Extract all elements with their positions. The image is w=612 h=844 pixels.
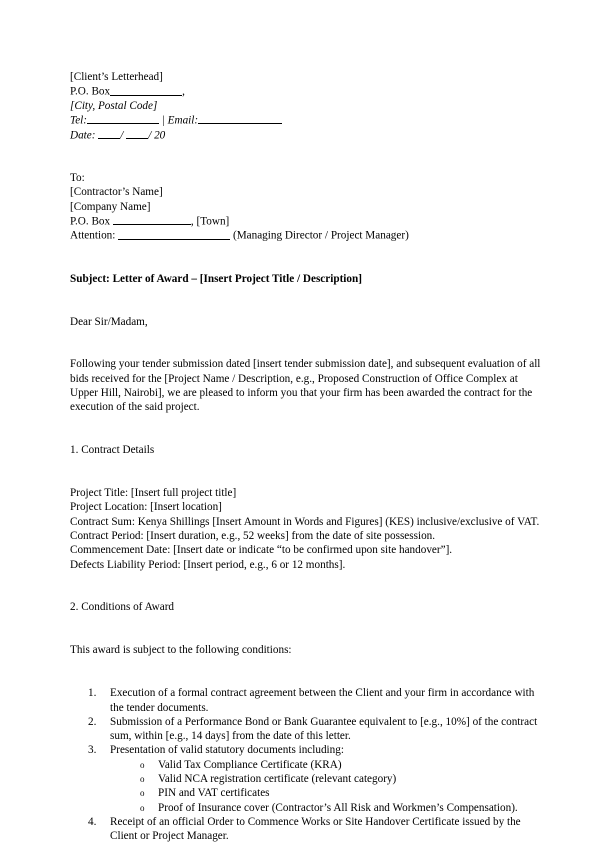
letterhead-block [70, 70, 545, 142]
contract-details-list [70, 486, 545, 572]
email-label: Email: [167, 114, 199, 127]
conditions-lead-in: This award is subject to the following conditions: [70, 644, 292, 657]
po-box-label: P.O. Box [70, 85, 111, 98]
spacer [70, 672, 545, 686]
date-month-fill [126, 128, 148, 139]
list-item [110, 786, 545, 800]
sub-item-text: Proof of Insurance cover (Contractor’s All Risk and Workmen’s Compensation). [158, 801, 518, 814]
to-label: To: [70, 171, 85, 184]
sub-item-text: Valid Tax Compliance Certificate (KRA) [158, 758, 342, 771]
section-1-heading: 1. Contract Details [70, 444, 155, 457]
spacer [70, 658, 545, 672]
city-postal-line: [City, Postal Code] [70, 99, 158, 112]
section-2-heading: 2. Conditions of Award [70, 601, 175, 614]
recipient-po-box-line [70, 214, 545, 229]
date-separator-1: / [120, 129, 124, 142]
subject-line: Subject: Letter of Award – [Insert Project Title / Description] [70, 272, 362, 285]
condition-text: Receipt of an official Order to Commence Works or Site Handover Certificate issued by the Client or Project Manager. [110, 815, 521, 843]
date-separator-2: / 20 [148, 129, 166, 142]
tel-label: Tel: [70, 114, 87, 127]
spacer [70, 286, 545, 300]
contract-detail-line: Project Title: [Insert full project title] [70, 487, 237, 500]
tel-fill [87, 113, 159, 124]
recipient-block [70, 171, 545, 243]
spacer [70, 343, 545, 357]
conditions-list [70, 686, 545, 843]
date-line [70, 128, 545, 143]
contract-detail-line: Commencement Date: [Insert date or indicate “to be confirmed upon site handover”]. [70, 544, 453, 557]
attention-line [70, 228, 545, 243]
spacer [70, 415, 545, 429]
spacer [70, 458, 545, 472]
condition-text: Presentation of valid statutory documents including: [110, 744, 344, 757]
tel-email-line [70, 113, 545, 128]
po-box-trailing: , [182, 85, 185, 98]
attention-label: Attention: [70, 229, 116, 242]
intro-paragraph: Following your tender submission dated [insert tender submission date], and subsequent evaluation of all bids received for the [Project Name / Description, e.g., Proposed Construction of Office Complex at Upper Hill, Nairobi], we are pleased to inform you that your firm has been awarded the contract for the execution of the said project. [70, 358, 541, 414]
spacer [70, 142, 545, 156]
tel-email-separator: | [161, 114, 165, 127]
date-day-fill [98, 128, 120, 139]
spacer [70, 243, 545, 257]
spacer [70, 472, 545, 486]
sub-item-text: Valid NCA registration certificate (relevant category) [158, 773, 397, 786]
statutory-documents-sublist [110, 758, 545, 815]
recipient-po-box-fill [113, 214, 191, 225]
spacer [70, 157, 545, 171]
po-box-line [70, 84, 545, 99]
spacer [70, 329, 545, 343]
contractor-name-line: [Contractor’s Name] [70, 186, 163, 199]
attention-fill [118, 228, 230, 239]
spacer [70, 257, 545, 271]
client-letterhead-line: [Client’s Letterhead] [70, 71, 163, 83]
list-item [110, 758, 545, 772]
email-fill [198, 113, 282, 124]
condition-text: Execution of a formal contract agreement between the Client and your firm in accordance with the tender documents. [110, 687, 535, 714]
spacer [70, 629, 545, 643]
spacer [70, 615, 545, 629]
contract-detail-line: Contract Sum: Kenya Shillings [Insert Amount in Words and Figures] (KES) inclusive/exclusive of VAT. [70, 515, 540, 528]
po-box-fill [110, 84, 182, 95]
letter-body [70, 70, 545, 844]
list-item [110, 801, 545, 815]
spacer [70, 572, 545, 586]
spacer [70, 586, 545, 600]
list-item [70, 715, 545, 744]
spacer [70, 429, 545, 443]
attention-suffix: (Managing Director / Project Manager) [232, 229, 409, 242]
list-item [70, 815, 545, 844]
list-item [70, 743, 545, 814]
spacer [70, 300, 545, 314]
recipient-town: , [Town] [190, 215, 230, 228]
contract-detail-line: Project Location: [Insert location] [70, 501, 222, 514]
contract-detail-line: Defects Liability Period: [Insert period, e.g., 6 or 12 months]. [70, 558, 346, 571]
condition-text: Submission of a Performance Bond or Bank Guarantee equivalent to [e.g., 10%] of the contract sum, within [e.g., 14 days] from the date of this letter. [110, 715, 538, 743]
date-label: Date: [70, 129, 96, 142]
contract-detail-line: Contract Period: [Insert duration, e.g., 52 weeks] from the date of site possession. [70, 529, 436, 542]
list-item [70, 686, 545, 715]
company-name-line: [Company Name] [70, 200, 151, 213]
salutation: Dear Sir/Madam, [70, 315, 148, 328]
sub-item-text: PIN and VAT certificates [158, 787, 270, 800]
list-item [110, 772, 545, 786]
recipient-po-box-label: P.O. Box [70, 215, 111, 228]
